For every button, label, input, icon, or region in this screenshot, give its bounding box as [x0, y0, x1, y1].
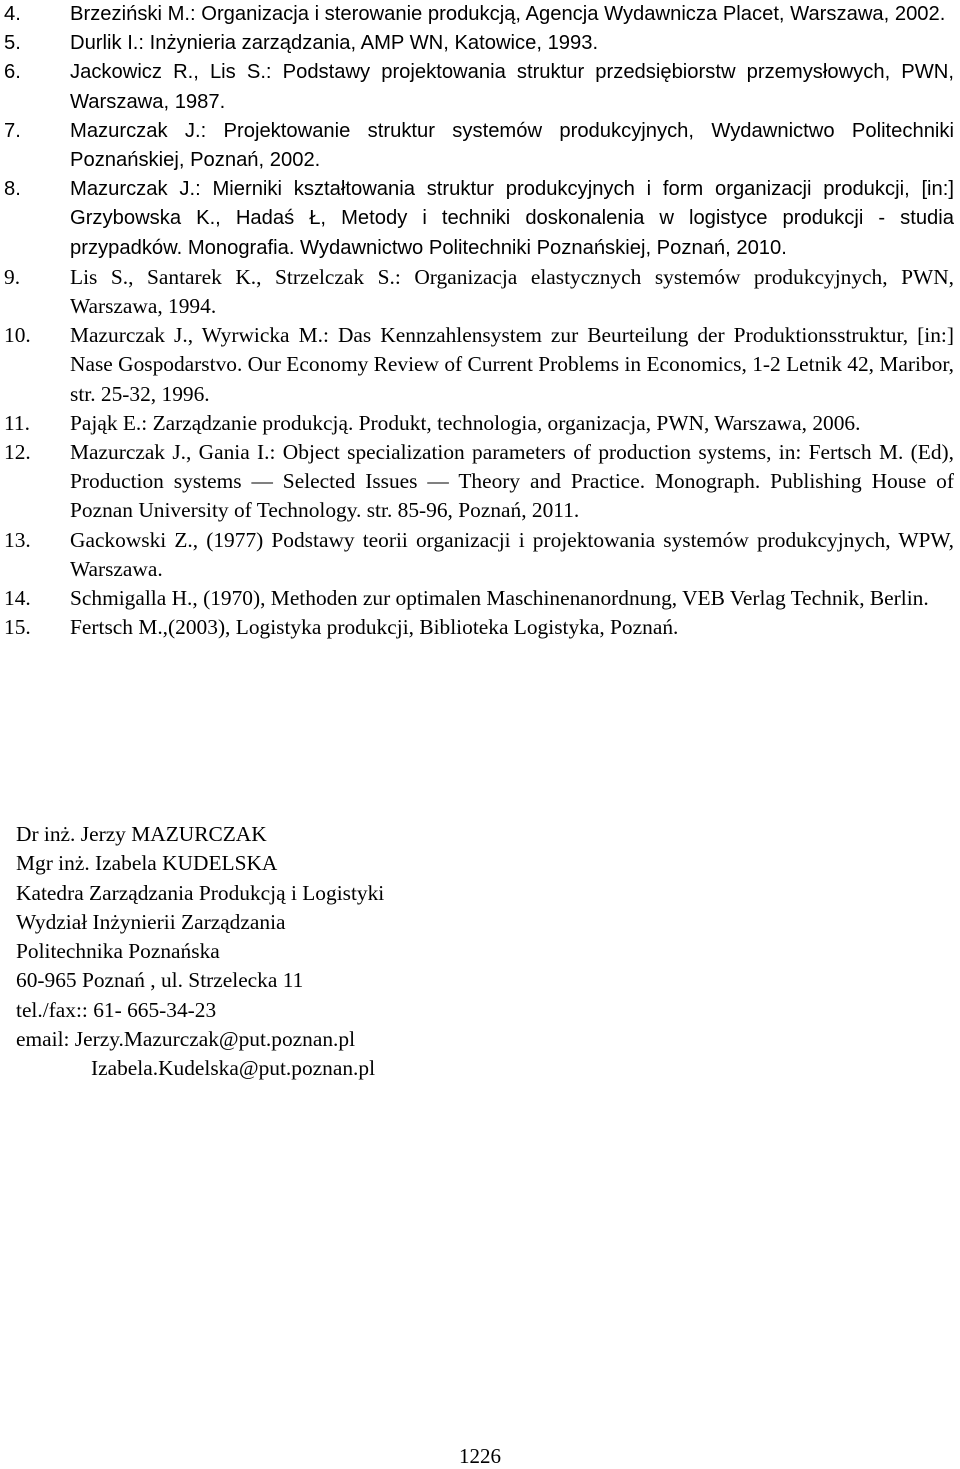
reference-item-9: [0, 263, 960, 321]
reference-number: 6.: [4, 61, 21, 84]
reference-list: [0, 0, 960, 642]
reference-text: Gackowski Z., (1977) Podstawy teorii organizacji i projektowania systemów produkcyjnych, WPW, Warszawa.: [70, 527, 954, 581]
reference-text: Lis S., Santarek K., Strzelczak S.: Organizacja elastycznych systemów produkcyjnych, PWN, Warszawa, 1994.: [70, 264, 954, 319]
reference-item-10: [0, 321, 960, 409]
reference-number: 8.: [4, 178, 21, 201]
university: Politechnika Poznańska: [16, 939, 220, 964]
reference-number: 7.: [4, 119, 21, 142]
reference-item-15: [0, 613, 960, 642]
page-number: 1226: [459, 1444, 501, 1468]
reference-item-14: [0, 584, 960, 613]
reference-item-6: [0, 58, 960, 116]
reference-number: 12.: [4, 440, 31, 465]
reference-number: 14.: [4, 586, 31, 611]
reference-item-8: [0, 175, 960, 263]
reference-item-7: [0, 117, 960, 175]
reference-text: Pająk E.: Zarządzanie produkcją. Produkt, technologia, organizacja, PWN, Warszawa, 2006.: [70, 410, 861, 435]
author-name-2: Mgr inż. Izabela KUDELSKA: [16, 851, 278, 876]
reference-text: Jackowicz R., Lis S.: Podstawy projektowania struktur przedsiębiorstw przemysłowych, PWN, Warszawa, 1987.: [70, 61, 954, 113]
reference-item-5: [0, 29, 960, 58]
reference-text: Mazurczak J., Gania I.: Object specialization parameters of production systems, in: Fertsch M. (Ed), Production systems ― Selected Issues ― Theory and Practice. Monograph. Publishing House of Poznan University of Technology. str. 85-96, Poznań, 2011.: [70, 440, 954, 523]
address: 60-965 Poznań , ul. Strzelecka 11: [16, 968, 304, 993]
department: Katedra Zarządzania Produkcją i Logistyki: [16, 880, 385, 905]
reference-text: Durlik I.: Inżynieria zarządzania, AMP WN, Katowice, 1993.: [70, 32, 599, 55]
reference-number: 4.: [4, 3, 21, 25]
reference-number: 13.: [4, 527, 31, 552]
reference-item-13: [0, 526, 960, 584]
reference-item-11: [0, 409, 960, 438]
reference-number: 9.: [4, 264, 21, 289]
reference-text: Fertsch M.,(2003), Logistyka produkcji, Biblioteka Logistyka, Poznań.: [70, 615, 679, 640]
reference-text: Schmigalla H., (1970), Methoden zur optimalen Maschinenanordnung, VEB Verlag Technik, Berlin.: [70, 586, 929, 611]
email-1: email: Jerzy.Mazurczak@put.poznan.pl: [16, 1027, 356, 1052]
author-contact-block: [16, 820, 384, 1084]
reference-text: Mazurczak J.: Mierniki kształtowania struktur produkcyjnych i form organizacji produkcji, [in:] Grzybowska K., Hadaś Ł, Metody i techniki doskonalenia w logistyce produkcji - studia przypadków. Monografia. Wydawnictwo Politechniki Poznańskiej, Poznań, 2010.: [70, 178, 954, 259]
author-name-1: Dr inż. Jerzy MAZURCZAK: [16, 822, 267, 846]
reference-number: 10.: [4, 323, 31, 348]
reference-text: Mazurczak J., Wyrwicka M.: Das Kennzahlensystem zur Beurteilung der Produktionsstruktur, [in:] Nase Gospodarstvo. Our Economy Review of Current Problems in Economics, 1-2 Letnik 42, Maribor, str. 25-32, 1996.: [70, 323, 954, 406]
phone-fax: tel./fax:: 61- 665-34-23: [16, 997, 217, 1022]
reference-text: Brzeziński M.: Organizacja i sterowanie produkcją, Agencja Wydawnicza Placet, Warszawa, 2002.: [70, 3, 946, 25]
reference-item-12: [0, 438, 960, 526]
faculty: Wydział Inżynierii Zarządzania: [16, 909, 286, 934]
reference-text: Mazurczak J.: Projektowanie struktur systemów produkcyjnych, Wydawnictwo Politechniki Poznańskiej, Poznań, 2002.: [70, 119, 954, 172]
reference-number: 15.: [4, 615, 31, 640]
reference-item-4: [0, 0, 960, 29]
reference-number: 5.: [4, 32, 21, 55]
reference-number: 11.: [4, 410, 30, 435]
email-2: Izabela.Kudelska@put.poznan.pl: [91, 1056, 376, 1081]
